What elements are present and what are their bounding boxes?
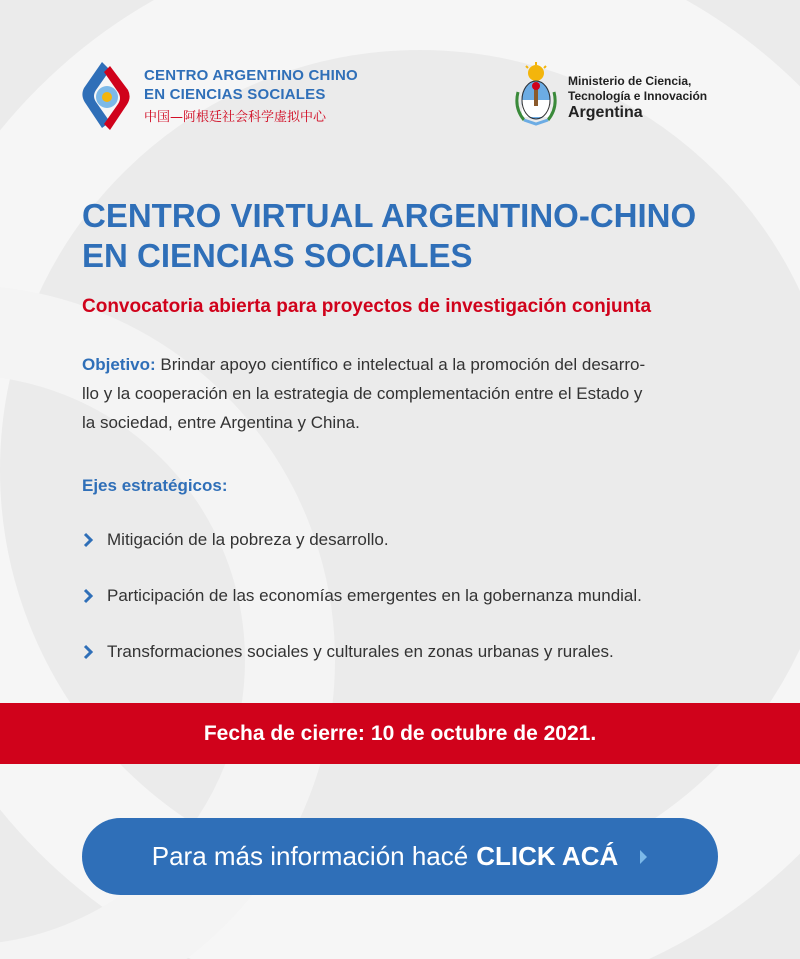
axes-heading: Ejes estratégicos:: [82, 476, 228, 495]
list-item-text: Mitigación de la pobreza y desarrollo.: [107, 530, 389, 549]
more-info-button[interactable]: [82, 818, 718, 895]
page-subtitle: Convocatoria abierta para proyectos de investigación conjunta: [82, 296, 652, 317]
org-name-chinese: 中国—阿根廷社会科学虚拟中心: [144, 110, 327, 125]
chevron-right-icon: [638, 849, 648, 865]
chevron-right-icon: [82, 644, 94, 660]
objective-paragraph: [82, 350, 742, 437]
chevron-right-icon: [82, 532, 94, 548]
more-info-button-text: Para más información hacé: [151, 841, 469, 871]
page-title-line2: EN CIENCIAS SOCIALES: [82, 237, 473, 274]
deadline-label: Fecha de cierre:: [203, 721, 365, 745]
objective-label: Objetivo:: [82, 355, 156, 374]
chevron-right-icon: [82, 588, 94, 604]
org-name-line1: CENTRO ARGENTINO CHINO: [144, 67, 358, 84]
ministry-name-line1: Ministerio de Ciencia,: [568, 74, 692, 88]
org-emblem-icon: [80, 58, 134, 138]
ministry-logo: [514, 62, 734, 132]
more-info-button-bold-text: CLICK ACÁ: [476, 841, 619, 871]
objective-text-line2: llo y la cooperación en la estrategia de complementación entre el Estado y: [82, 384, 643, 403]
page-title-line1: CENTRO VIRTUAL ARGENTINO-CHINO: [82, 197, 697, 234]
deadline-banner: [0, 703, 800, 764]
deadline-date: 10 de octubre de 2021.: [370, 721, 597, 745]
page-title: [82, 196, 762, 276]
objective-text-line3: la sociedad, entre Argentina y China.: [82, 413, 360, 432]
org-name-line2: EN CIENCIAS SOCIALES: [144, 86, 326, 103]
org-logo: [80, 58, 380, 138]
ministry-country: Argentina: [568, 104, 643, 121]
coat-of-arms-icon: [514, 62, 558, 126]
list-item-text: Transformaciones sociales y culturales en zonas urbanas y rurales.: [107, 642, 614, 661]
ministry-name-line2: Tecnología e Innovación: [568, 89, 708, 103]
list-item-text: Participación de las economías emergentes en la gobernanza mundial.: [107, 586, 642, 605]
objective-text-line1: Brindar apoyo científico e intelectual a la promoción del desarro-: [155, 355, 646, 374]
